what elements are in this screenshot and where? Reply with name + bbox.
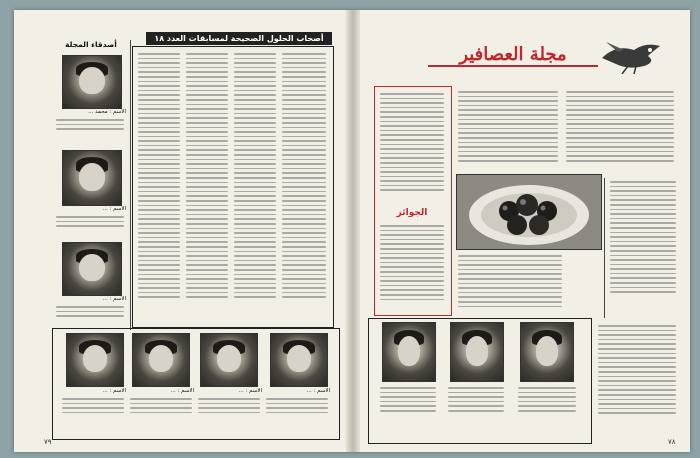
magazine-title: مجلة العصافير [428, 44, 598, 67]
friend-photo-2 [62, 150, 122, 206]
results-column-1 [136, 50, 182, 322]
left-page [14, 10, 346, 452]
prizes-text [378, 222, 446, 310]
friend-caption-7 [264, 388, 330, 432]
winner-photo-3 [520, 322, 574, 382]
page-gutter [346, 10, 360, 452]
prizes-intro-text [378, 90, 446, 200]
column-divider [604, 178, 605, 318]
friend-caption-1-name: الاسم : محمد ... [88, 109, 126, 115]
winners-text [456, 88, 560, 172]
winner-caption-1 [378, 384, 438, 434]
magazine-spread [14, 10, 690, 452]
friend-caption-2-name: الاسم : ... [102, 206, 126, 212]
friend-caption-4-name: الاسم : ... [102, 388, 126, 394]
friend-caption-3-name: الاسم : ... [102, 296, 126, 302]
masthead [368, 38, 668, 78]
friend-caption-3 [54, 296, 126, 328]
friend-photo-4 [66, 333, 124, 387]
friend-caption-5-name: الاسم : ... [170, 388, 194, 394]
editor-reply-text [564, 88, 676, 174]
friends-divider [130, 40, 131, 330]
bottom-right-text [596, 322, 678, 438]
results-title: أصحاب الحلول الصحيحة لمسابقات العدد ١٨ [146, 32, 332, 45]
friend-caption-2 [54, 206, 126, 240]
winner-photo-2 [450, 322, 504, 382]
friend-photo-6 [200, 333, 258, 387]
friend-caption-1 [54, 109, 126, 145]
friends-title: أصدقاء المجلة [65, 40, 117, 49]
friend-photo-3 [62, 242, 122, 296]
left-page-number: ٧٩ [44, 438, 52, 446]
right-page-number: ٧٨ [668, 438, 676, 446]
winner-photo-1 [382, 322, 436, 382]
friend-caption-4 [60, 388, 126, 432]
right-page [360, 10, 690, 452]
friend-caption-5 [128, 388, 194, 432]
fruit-photo [456, 174, 602, 250]
results-column-3 [232, 50, 278, 322]
bowl-of-fruit-image [457, 175, 601, 249]
friend-caption-7-name: الاسم : ... [306, 388, 330, 394]
results-column-2 [184, 50, 230, 322]
story-text-left [456, 252, 564, 318]
friend-caption-6-name: الاسم : ... [238, 388, 262, 394]
friend-photo-5 [132, 333, 190, 387]
winner-caption-2 [446, 384, 506, 434]
prizes-title: الجوائز [396, 208, 428, 218]
bird-icon [598, 38, 668, 74]
results-column-4 [280, 50, 328, 322]
friend-photo-7 [270, 333, 328, 387]
friend-photo-1 [62, 55, 122, 109]
story-text-right [608, 178, 678, 318]
friend-caption-6 [196, 388, 262, 432]
winner-caption-3 [516, 384, 578, 434]
